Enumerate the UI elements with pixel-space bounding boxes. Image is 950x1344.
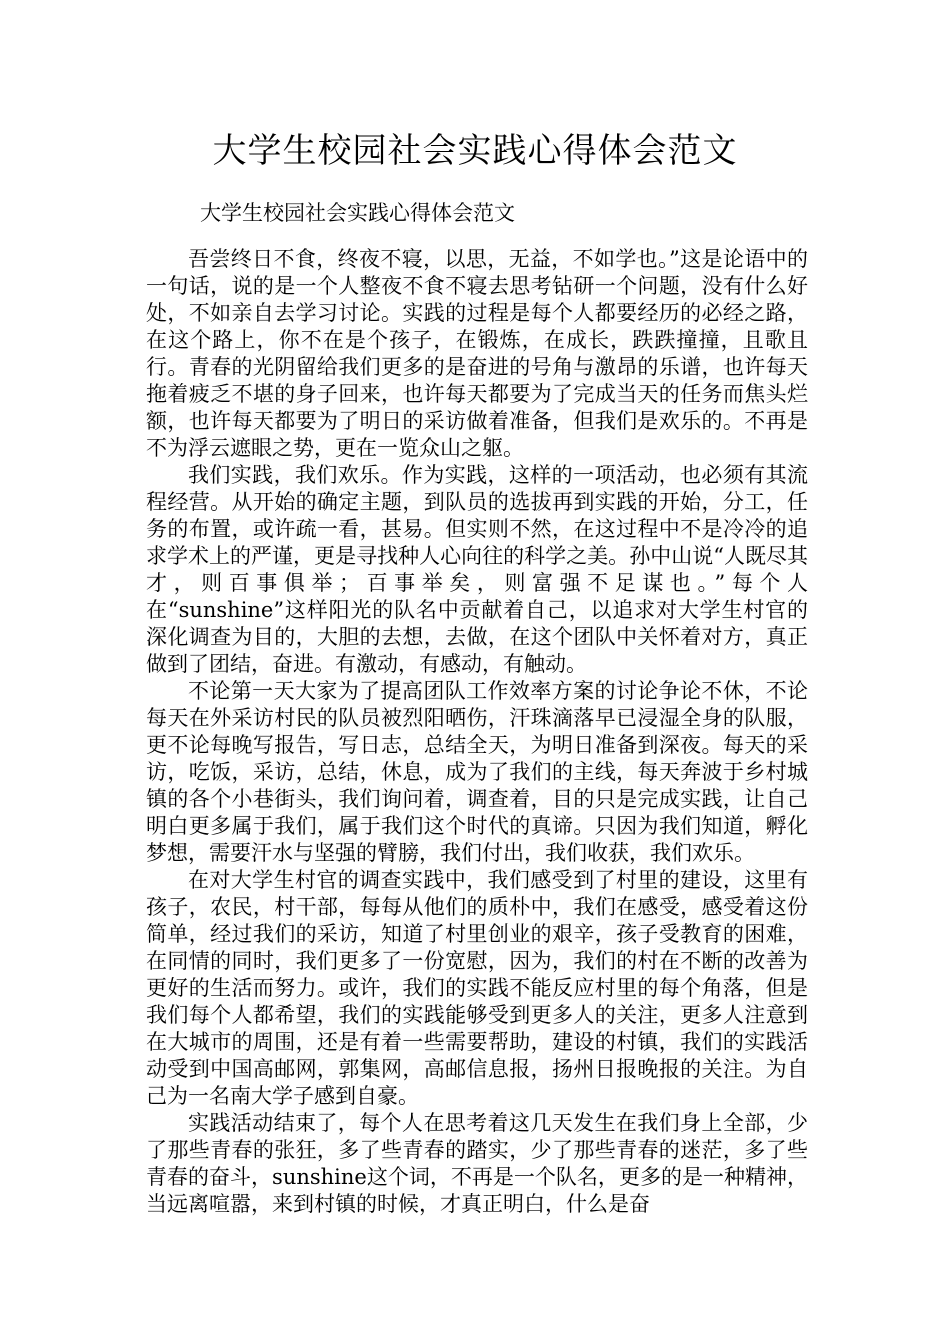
paragraph: 我们实践，我们欢乐。作为实践，这样的一项活动，也必须有其流程经营。从开始的确定主题，到队员的选拔再到实践的开始，分工，任务的布置，或许疏一看，甚易。但实则不然，在这过程中不是冷冷的追求学术上的严谨，更是寻找种人心向往的科学之美。孙中山说“人既尽其才，则百事俱举；百事举矣，则富强不足谋也。”每个人在“sunshine”这样阳光的队名中贡献着自己，以追求对大学生村官的深化调查为目的，大胆的去想，去做，在这个团队中关怀着对方，真正做到了团结，奋进。有激动，有感动，有触动。 [146, 463, 808, 676]
paragraph: 不论第一天大家为了提高团队工作效率方案的讨论争论不休，不论每天在外采访村民的队员被烈阳晒伤，汗珠滴落早已浸湿全身的队服，更不论每晚写报告，写日志，总结全天，为明日准备到深夜。每天的采访，吃饭，采访，总结，休息，成为了我们的主线，每天奔波于乡村城镇的各个小巷街头，我们询问着，调查着，目的只是完成实践，让自己明白更多属于我们，属于我们这个时代的真谛。只因为我们知道，孵化梦想，需要汗水与坚强的臂膀，我们付出，我们收获，我们欢乐。 [146, 679, 808, 865]
paragraph: 在对大学生村官的调查实践中，我们感受到了村里的建设，这里有孩子，农民，村干部，每每从他们的质朴中，我们在感受，感受着这份简单，经过我们的采访，知道了村里创业的艰辛，孩子受教育的困难，在同情的同时，我们更多了一份宽慰，因为，我们的村在不断的改善为更好的生活而努力。或许，我们的实践不能反应村里的每个角落，但是我们每个人都希望，我们的实践能够受到更多人的关注，更多人注意到在大城市的周围，还是有着一些需要帮助，建设的村镇，我们的实践活动受到中国高邮网，郭集网，高邮信息报，扬州日报晚报的关注。为自己为一名南大学子感到自豪。 [146, 868, 808, 1108]
document-subtitle: 大学生校园社会实践心得体会范文 [200, 201, 515, 225]
document-body [146, 246, 808, 1218]
paragraph: 吾尝终日不食，终夜不寝，以思，无益，不如学也。”这是论语中的一句话，说的是一个人整夜不食不寝去思考钻研一个问题，没有什么好处，不如亲自去学习讨论。实践的过程是每个人都要经历的必经之路，在这个路上，你不在是个孩子，在锻炼，在成长，跌跌撞撞，且歌且行。青春的光阴留给我们更多的是奋进的号角与激昂的乐谱，也许每天拖着疲乏不堪的身子回来，也许每天都要为了完成当天的任务而焦头烂额，也许每天都要为了明日的采访做着准备，但我们是欢乐的。不再是不为浮云遮眼之势，更在一览众山之躯。 [146, 247, 808, 460]
paragraph: 实践活动结束了，每个人在思考着这几天发生在我们身上全部，少了那些青春的张狂，多了些青春的踏实，少了那些青春的迷茫，多了些青春的奋斗，sunshine这个词，不再是一个队名，更多的是一种精神，当远离喧嚣，来到村镇的时候，才真正明白，什么是奋 [146, 1111, 808, 1216]
document-title: 大学生校园社会实践心得体会范文 [212, 131, 738, 171]
